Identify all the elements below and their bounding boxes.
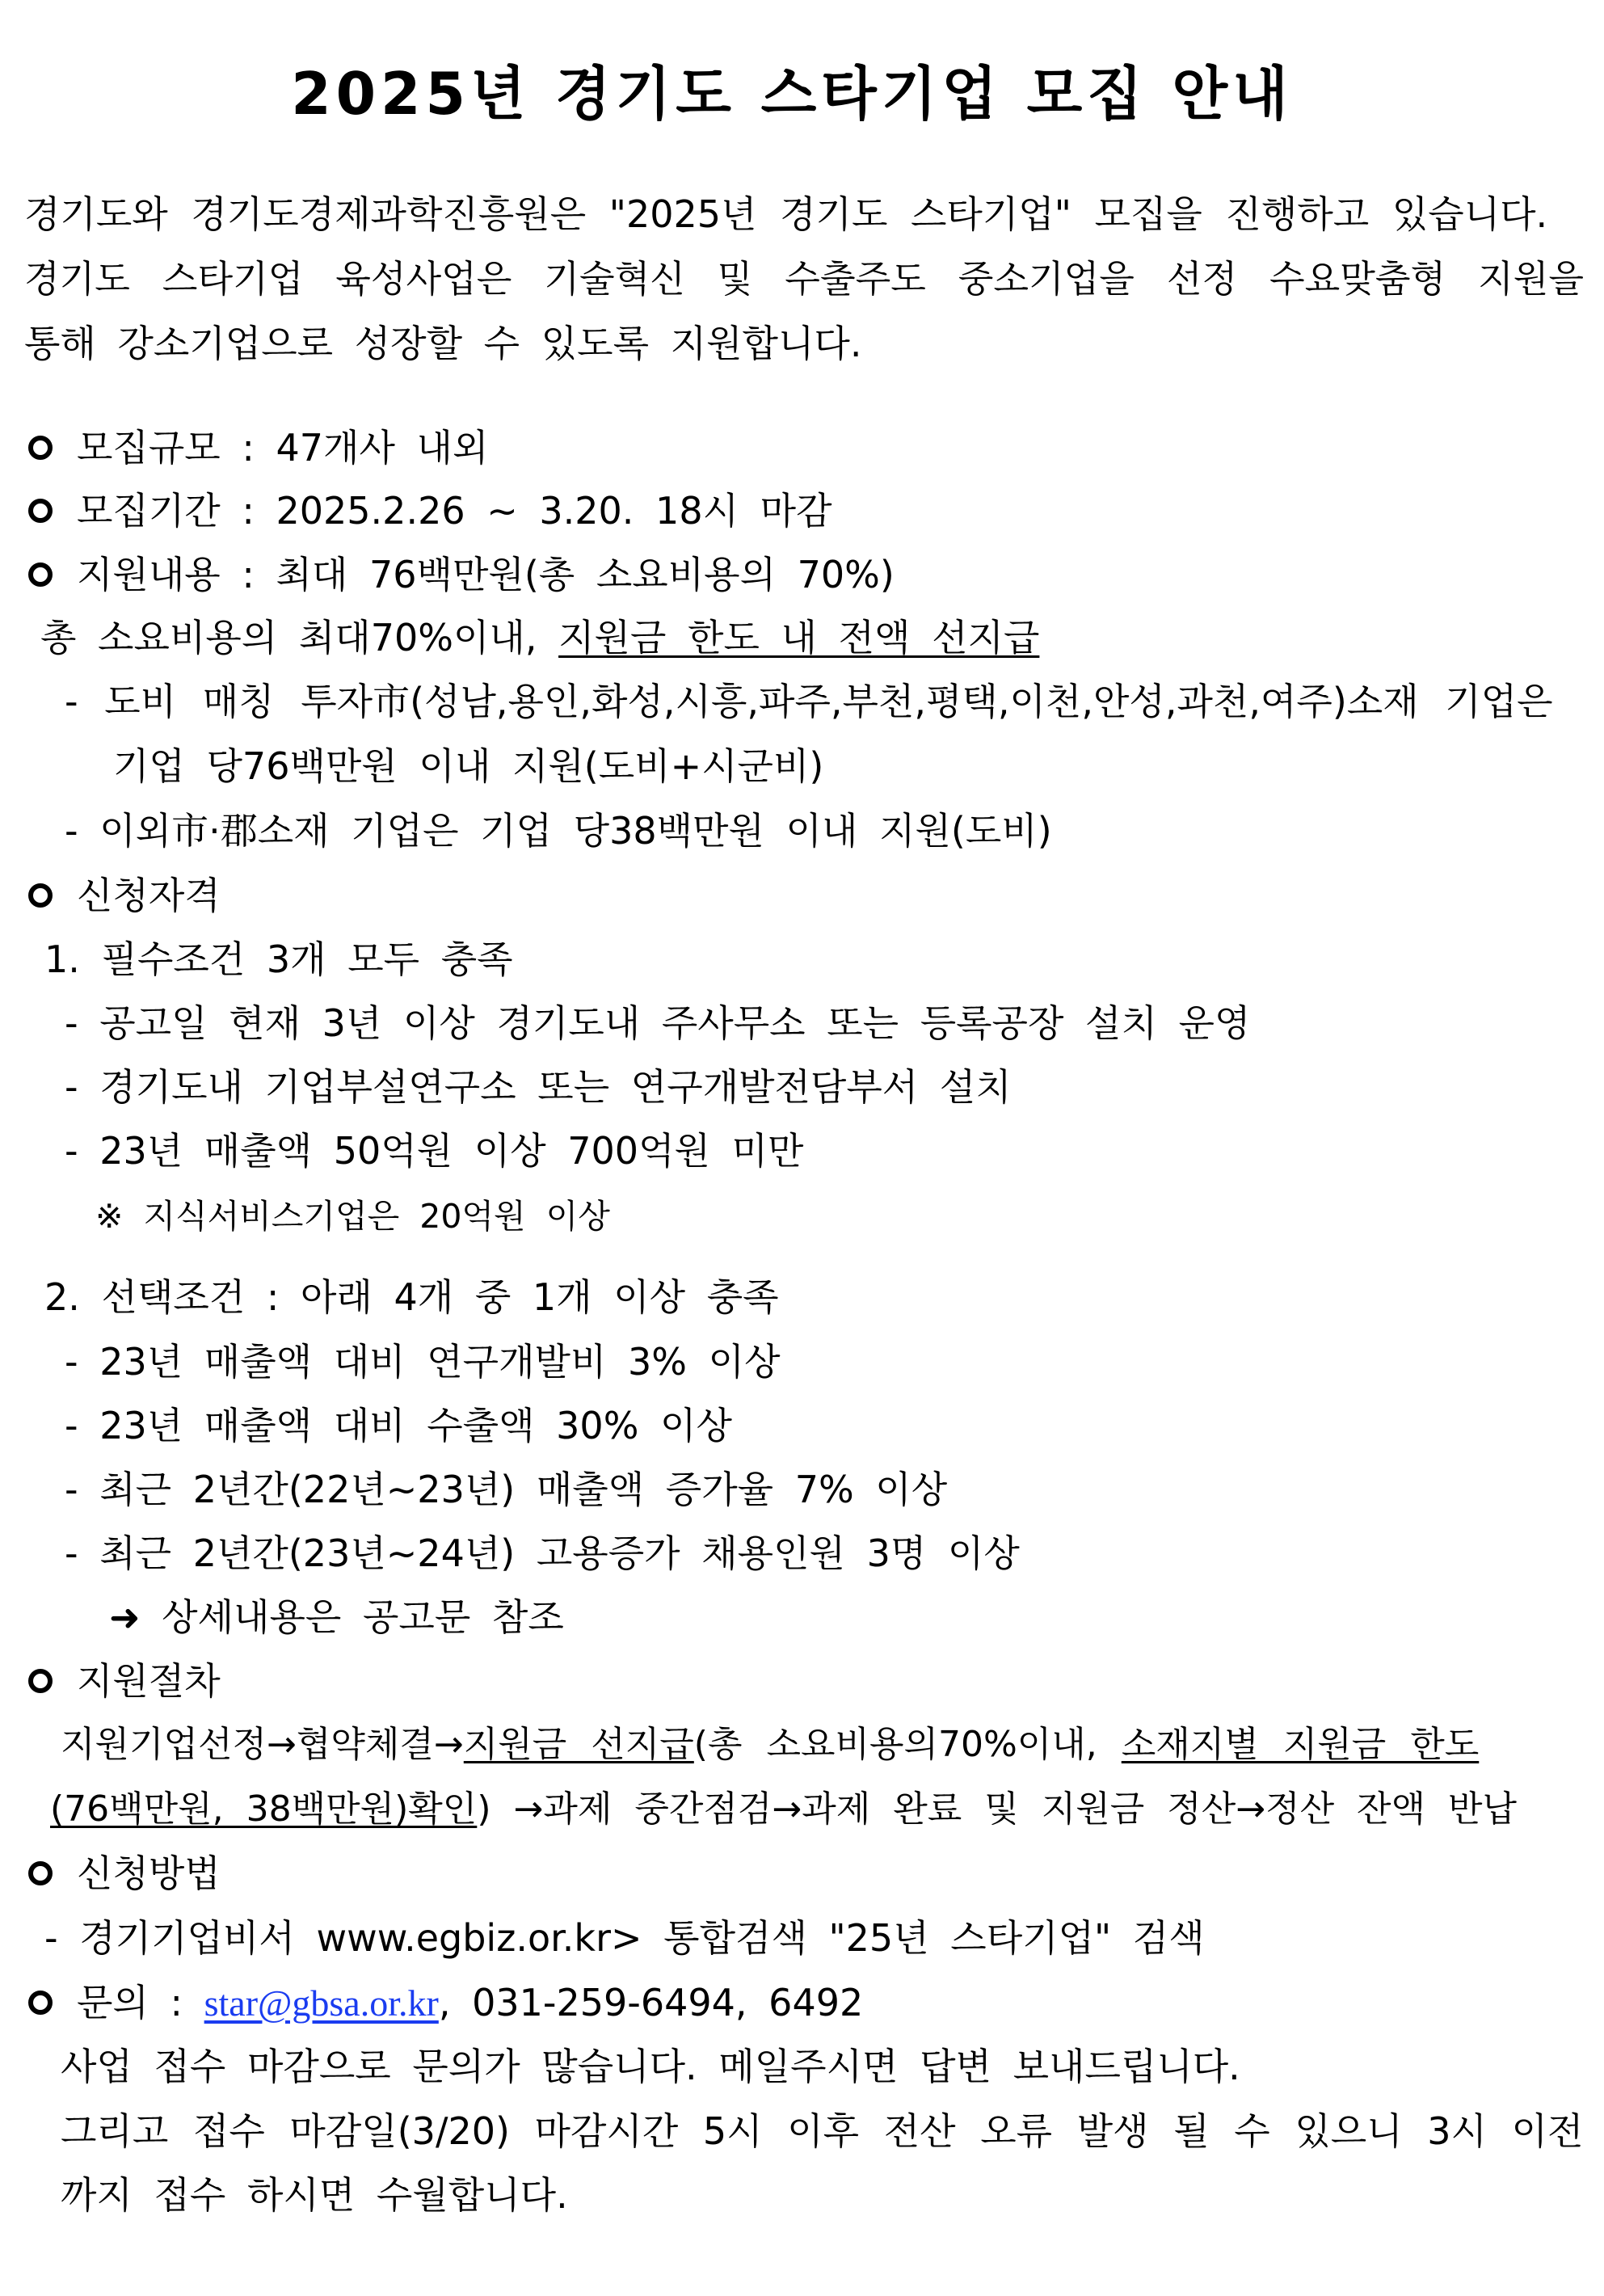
support-note <box>40 613 1039 662</box>
contact-note-1: 사업 접수 마감으로 문의가 많습니다. 메일주시면 답변 보내드립니다. <box>61 2045 1240 2088</box>
optional-note: ➜ 상세내용은 공고문 참조 <box>109 1595 564 1639</box>
contact-label: 문의 : <box>77 1981 204 2024</box>
optional-item: - 23년 매출액 대비 수출액 30% 이상 <box>65 1404 732 1447</box>
required-heading: 1. 필수조건 3개 모두 충족 <box>44 937 513 981</box>
contact-email-link[interactable]: star@gbsa.or.kr <box>204 1982 439 2024</box>
bullet-circle-icon <box>28 436 53 460</box>
period-line: 모집기간 : 2025.2.26 ~ 3.20. 18시 마감 <box>77 489 832 533</box>
support-heading: 지원내용 : 최대 76백만원(총 소요비용의 70%) <box>77 553 895 596</box>
apply-text: - 경기기업비서 www.egbiz.or.kr> 통합검색 "25년 스타기업" 검색 <box>44 1916 1205 1960</box>
optional-heading: 2. 선택조건 : 아래 4개 중 1개 이상 충족 <box>44 1275 779 1319</box>
required-item: - 23년 매출액 50억원 이상 700억원 미만 <box>65 1129 804 1173</box>
intro-line-2: 경기도 스타기업 육성사업은 기술혁신 및 수출주도 중소기업을 선정 수요맞춤형 지원을 <box>24 257 1584 301</box>
support-item-1-cont: 기업 당76백만원 이내 지원(도비+시군비) <box>113 744 824 788</box>
bullet-circle-icon <box>28 883 53 908</box>
contact-line <box>77 1978 863 2028</box>
bullet-circle-icon <box>28 1669 53 1693</box>
support-item-1: - 도비 매칭 투자市(성남,용인,화성,시흥,파주,부천,평택,이천,안성,과천,여주)소재 기업은 <box>65 680 1553 723</box>
support-note-underlined: 지원금 한도 내 전액 선지급 <box>558 616 1040 659</box>
procedure-line-1 <box>61 1721 1479 1769</box>
required-note: ※ 지식서비스기업은 20억원 이상 <box>95 1197 610 1236</box>
apply-heading: 신청방법 <box>77 1852 221 1895</box>
optional-item: - 최근 2년간(23년~24년) 고용증가 채용인원 3명 이상 <box>65 1531 1020 1575</box>
support-item-2: - 이외市·郡소재 기업은 기업 당38백만원 이내 지원(도비) <box>65 809 1052 853</box>
required-item: - 경기도내 기업부설연구소 또는 연구개발전담부서 설치 <box>65 1065 1012 1109</box>
procedure-line-2 <box>50 1785 1517 1834</box>
bullet-circle-icon <box>28 562 53 587</box>
optional-item: - 최근 2년간(22년~23년) 매출액 증가율 7% 이상 <box>65 1468 948 1511</box>
intro-line-1: 경기도와 경기도경제과학진흥원은 "2025년 경기도 스타기업" 모집을 진행하고 있습니다. <box>24 192 1548 236</box>
procedure-heading: 지원절차 <box>77 1659 221 1703</box>
procedure-part-6: ) →과제 중간점검→과제 완료 및 지원금 정산→정산 잔액 반납 <box>477 1788 1518 1830</box>
eligibility-heading: 신청자격 <box>77 874 221 917</box>
bullet-circle-icon <box>28 499 53 523</box>
contact-note-3: 까지 접수 하시면 수월합니다. <box>61 2173 568 2217</box>
scale-line: 모집규모 : 47개사 내외 <box>77 426 489 470</box>
procedure-part-4: 소재지별 지원금 한도 <box>1121 1724 1480 1765</box>
procedure-part-5: (76백만원, 38백만원)확인 <box>50 1788 478 1830</box>
contact-phone: , 031-259-6494, 6492 <box>438 1981 864 2024</box>
intro-line-3: 통해 강소기업으로 성장할 수 있도록 지원합니다. <box>24 322 862 365</box>
procedure-part-2: 지원금 선지급 <box>463 1724 694 1765</box>
contact-note-2: 그리고 접수 마감일(3/20) 마감시간 5시 이후 전산 오류 발생 될 수 있으니 3시 이전 <box>61 2109 1584 2153</box>
support-note-prefix: 총 소요비용의 최대70%이내, <box>40 616 559 659</box>
required-item: - 공고일 현재 3년 이상 경기도내 주사무소 또는 등록공장 설치 운영 <box>65 1001 1251 1045</box>
optional-item: - 23년 매출액 대비 연구개발비 3% 이상 <box>65 1340 781 1384</box>
procedure-part-1: 지원기업선정→협약체결→ <box>61 1724 464 1765</box>
page-title: 2025년 경기도 스타기업 모집 안내 <box>291 60 1293 128</box>
bullet-circle-icon <box>28 1991 53 2015</box>
procedure-part-3: (총 소요비용의70%이내, <box>693 1724 1122 1765</box>
bullet-circle-icon <box>28 1861 53 1885</box>
